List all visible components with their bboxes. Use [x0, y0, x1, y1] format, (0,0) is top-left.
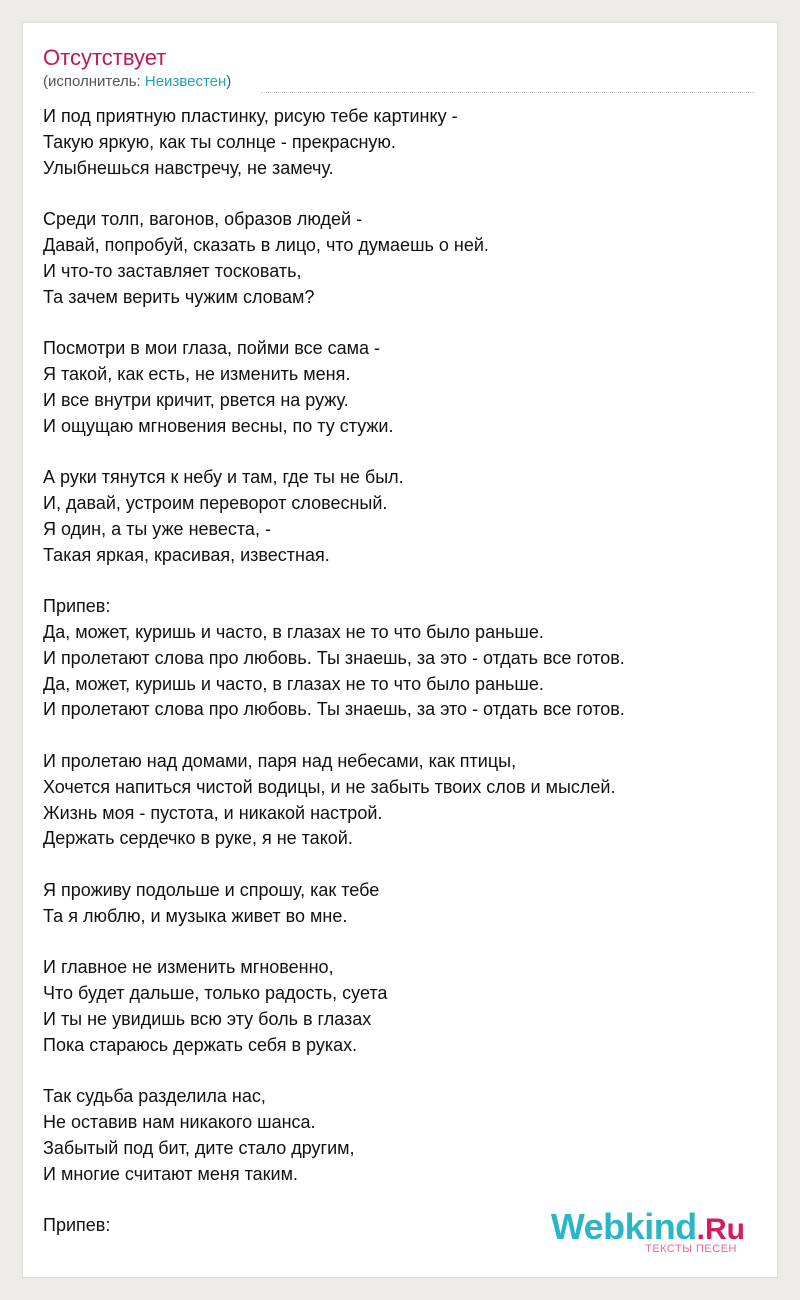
lyrics-line: И пролетают слова про любовь. Ты знаешь, за это - отдать все готов.	[43, 647, 625, 668]
lyrics-line: Та я люблю, и музыка живет во мне.	[43, 905, 348, 926]
lyrics-line: Припев:	[43, 596, 111, 617]
lyrics-card	[22, 22, 778, 1278]
lyrics-body	[43, 104, 759, 1265]
lyrics-line: И под приятную пластинку, рисую тебе картинку -	[43, 106, 458, 126]
lyrics-line: Хочется напиться чистой водицы, и не забыть твоих слов и мыслей.	[43, 776, 616, 797]
lyrics-stanza	[43, 955, 759, 1058]
lyrics-line: Что будет дальше, только радость, суета	[43, 983, 388, 1004]
lyrics-line: И, давай, устроим переворот словесный.	[43, 492, 388, 513]
lyrics-stanza	[43, 104, 759, 181]
title-divider	[261, 92, 755, 93]
lyrics-line: Забытый под бит, дите стало другим,	[43, 1137, 355, 1158]
lyrics-line: Та зачем верить чужим словам?	[43, 286, 315, 307]
lyrics-line: Посмотри в мои глаза, пойми все сама -	[43, 338, 381, 359]
lyrics-line: Пока стараюсь держать себя в руках.	[43, 1034, 358, 1055]
lyrics-line: Да, может, куришь и часто, в глазах не то что было раньше.	[43, 621, 544, 642]
artist-prefix: (исполнитель:	[43, 73, 145, 90]
lyrics-line: Да, может, куришь и часто, в глазах не то что было раньше.	[43, 673, 544, 694]
lyrics-line: И пролетаю над домами, паря над небесами, как птицы,	[43, 750, 517, 771]
lyrics-line: Такая яркая, красивая, известная.	[43, 544, 330, 565]
lyrics-line: Жизнь моя - пустота, и никакой настрой.	[43, 802, 383, 823]
logo-suffix: .Ru	[696, 1213, 745, 1246]
lyrics-line: И пролетают слова про любовь. Ты знаешь, за это - отдать все готов.	[43, 699, 625, 720]
artist-suffix: )	[226, 73, 232, 90]
lyrics-line: Так судьба разделила нас,	[43, 1086, 266, 1107]
lyrics-line: Такую яркую, как ты солнце - прекрасную.	[43, 131, 396, 152]
lyrics-line: И что-то заставляет тосковать,	[43, 260, 302, 281]
lyrics-line: А руки тянутся к небу и там, где ты не был.	[43, 467, 404, 488]
lyrics-line: И многие считают меня таким.	[43, 1163, 298, 1184]
artist-line	[43, 73, 231, 91]
lyrics-line: Я такой, как есть, не изменить меня.	[43, 363, 351, 384]
lyrics-line: И все внутри кричит, рвется на ружу.	[43, 389, 349, 410]
lyrics-stanza	[43, 207, 759, 310]
site-logo[interactable]	[550, 1206, 745, 1255]
lyrics-stanza	[43, 749, 759, 852]
lyrics-line: Припев:	[43, 1215, 111, 1236]
lyrics-line: Держать сердечко в руке, я не такой.	[43, 828, 353, 849]
lyrics-stanza	[43, 336, 759, 439]
lyrics-line: Давай, попробуй, сказать в лицо, что думаешь о ней.	[43, 234, 489, 255]
lyrics-stanza	[43, 1084, 759, 1187]
lyrics-line: И ты не увидишь всю эту боль в глазах	[43, 1008, 372, 1029]
lyrics-stanza	[43, 878, 759, 930]
logo-main: Webkind	[550, 1206, 697, 1247]
lyrics-line: И главное не изменить мгновенно,	[43, 957, 334, 978]
artist-link[interactable]: Неизвестен	[144, 73, 227, 90]
song-title: Отсутствует	[43, 45, 167, 70]
lyrics-stanza	[43, 465, 759, 568]
logo-tagline: ТЕКСТЫ ПЕСЕН	[645, 1243, 737, 1255]
lyrics-line: Я один, а ты уже невеста, -	[43, 518, 271, 539]
lyrics-line: Я проживу подольше и спрошу, как тебе	[43, 879, 380, 900]
lyrics-line: Среди толп, вагонов, образов людей -	[43, 209, 363, 230]
lyrics-line: Улыбнешься навстречу, не замечу.	[43, 157, 334, 178]
lyrics-line: Не оставив нам никакого шанса.	[43, 1112, 316, 1133]
lyrics-line: И ощущаю мгновения весны, по ту стужи.	[43, 415, 394, 436]
lyrics-stanza	[43, 594, 759, 723]
